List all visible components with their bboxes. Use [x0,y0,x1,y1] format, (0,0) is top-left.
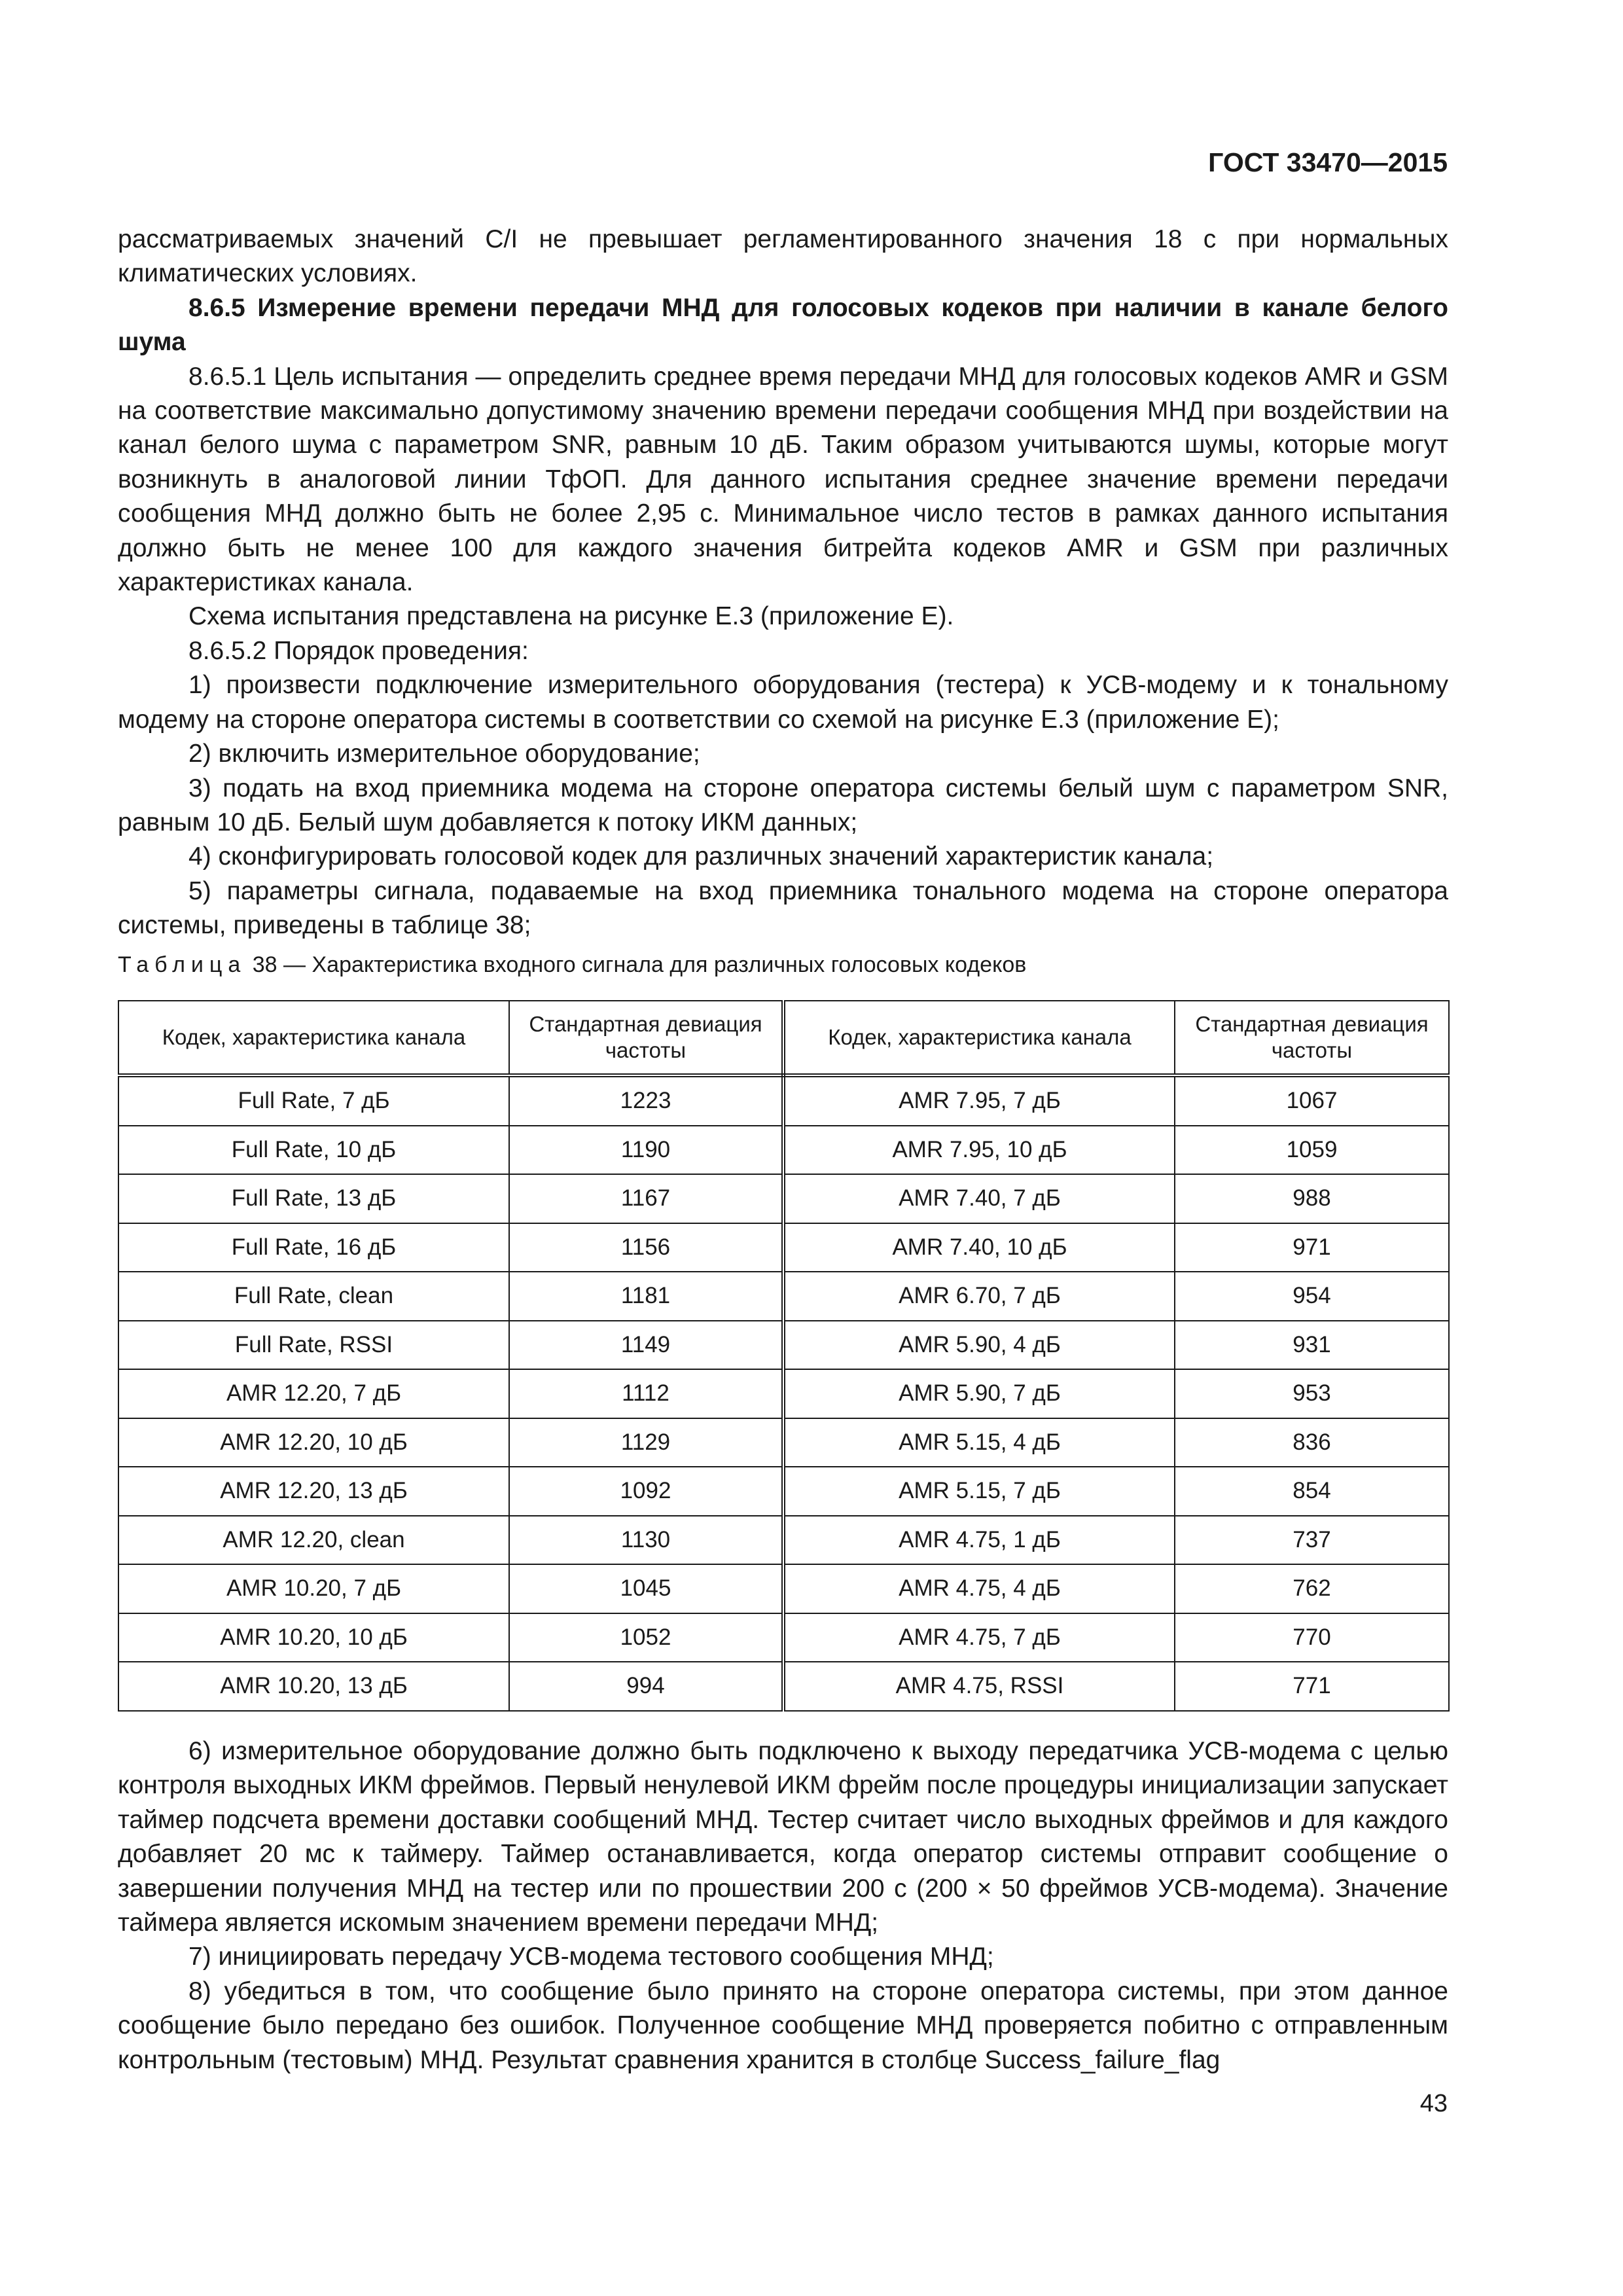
paragraph: Схема испытания представлена на рисунке Е.3 (приложение Е). [188,602,954,631]
section-heading: 8.6.5 Измерение времени передачи МНД для голосовых кодеков при наличии в канале белого шума [118,293,1448,357]
table-row [118,1564,1449,1613]
table-cell: Full Rate, clean [118,1272,509,1321]
list-item: 7) инициировать передачу УСВ-модема тестового сообщения МНД; [188,1943,994,1971]
table-cell: Full Rate, 16 дБ [118,1223,509,1272]
column-header: Кодек, характеристика канала [118,1001,509,1075]
table-cell: 953 [1175,1369,1449,1418]
table-cell: 954 [1175,1272,1449,1321]
table-cell: 1067 [1175,1075,1449,1126]
table-cell: 836 [1175,1418,1449,1467]
table-cell: 1149 [509,1321,783,1370]
table-row [118,1613,1449,1662]
table-cell: 1167 [509,1174,783,1223]
table-cell: 1129 [509,1418,783,1467]
table-cell: 1052 [509,1613,783,1662]
table-cell: 988 [1175,1174,1449,1223]
table-cell: 770 [1175,1613,1449,1662]
table-cell: 1181 [509,1272,783,1321]
table-cell: AMR 4.75, 4 дБ [783,1564,1175,1613]
paragraph: 8.6.5.1 Цель испытания — определить среднее время передачи МНД для голосовых кодеков AMR и GSM на соответствие максимально допустимому значению времени передачи сообщения МНД при воздействии на канал белого шума с параметром SNR, равным 10 дБ. Таким образом учитываются шумы, которые могут возникнуть в аналоговой линии ТфОП. Для данного испытания среднее значение времени передачи сообщения МНД должно быть не более 2,95 с. Минимальное число тестов в рамках данного испытания должно быть не менее 100 для каждого значения битрейта кодеков AMR и GSM при различных характеристиках канала. [118,362,1448,597]
table-cell: AMR 7.95, 7 дБ [783,1075,1175,1126]
list-item: 1) произвести подключение измерительного оборудования (тестера) к УСВ-модему и к тональному модему на стороне оператора системы в соответствии со схемой на рисунке Е.3 (приложение Е); [118,671,1448,734]
body-text-bottom [118,1734,1448,2077]
table-header-row [118,1001,1449,1075]
table-cell: AMR 4.75, 1 дБ [783,1516,1175,1565]
table-cell: AMR 6.70, 7 дБ [783,1272,1175,1321]
table-row [118,1223,1449,1272]
table-cell: Full Rate, 7 дБ [118,1075,509,1126]
list-item: 6) измерительное оборудование должно быть подключено к выходу передатчика УСВ-модема с целью контроля выходных ИКМ фреймов. Первый ненулевой ИКМ фрейм после процедуры инициализации запускает таймер подсчета времени доставки сообщений МНД. Тестер считает число выходных фреймов и для каждого добавляет 20 мс к таймеру. Таймер останавливается, когда оператор системы отправит сообщение о завершении получения МНД на тестер или по прошествии 200 с (200 × 50 фреймов УСВ-модема). Значение таймера является искомым значением времени передачи МНД; [118,1737,1448,1937]
paragraph: 8.6.5.2 Порядок проведения: [188,636,529,665]
table-cell: AMR 12.20, 13 дБ [118,1467,509,1516]
table-caption-text: 38 — Характеристика входного сигнала для различных голосовых кодеков [252,952,1027,977]
table-cell: 994 [509,1662,783,1711]
list-item: 5) параметры сигнала, подаваемые на вход приемника тонального модема на стороне оператора системы, приведены в таблице 38; [118,876,1448,940]
list-item: 8) убедиться в том, что сообщение было принято на стороне оператора системы, при этом данное сообщение было передано без ошибок. Полученное сообщение МНД проверяется побитно с отправленным контрольным (тестовым) МНД. Результат сравнения хранится в столбце Success_failure_flag [118,1977,1448,2074]
table-cell: AMR 7.95, 10 дБ [783,1126,1175,1175]
table-cell: AMR 5.15, 7 дБ [783,1467,1175,1516]
table-cell: 762 [1175,1564,1449,1613]
table-cell: 854 [1175,1467,1449,1516]
table-cell: AMR 10.20, 10 дБ [118,1613,509,1662]
table-cell: 1223 [509,1075,783,1126]
list-item: 3) подать на вход приемника модема на стороне оператора системы белый шум с параметром SNR, равным 10 дБ. Белый шум добавляется к потоку ИКМ данных; [118,774,1448,836]
table-cell: AMR 7.40, 10 дБ [783,1223,1175,1272]
list-item: 4) сконфигурировать голосовой кодек для различных значений характеристик канала; [188,842,1214,871]
table-row [118,1075,1449,1126]
table-cell: AMR 12.20, 7 дБ [118,1369,509,1418]
column-header: Кодек, характеристика канала [783,1001,1175,1075]
table-row [118,1174,1449,1223]
table-cell: 1112 [509,1369,783,1418]
table-row [118,1272,1449,1321]
table-cell: 1190 [509,1126,783,1175]
table-cell: 1059 [1175,1126,1449,1175]
table-cell: AMR 10.20, 7 дБ [118,1564,509,1613]
table-row [118,1418,1449,1467]
table-cell: 1156 [509,1223,783,1272]
table-row [118,1321,1449,1370]
table-cell: AMR 4.75, 7 дБ [783,1613,1175,1662]
table-cell: AMR 12.20, clean [118,1516,509,1565]
table-row [118,1662,1449,1711]
table-row [118,1516,1449,1565]
table-cell: AMR 5.90, 4 дБ [783,1321,1175,1370]
table-cell: 931 [1175,1321,1449,1370]
table-cell: AMR 5.90, 7 дБ [783,1369,1175,1418]
table-row [118,1369,1449,1418]
table-caption [118,948,1026,982]
table-caption-label: Таблица [118,952,247,977]
data-table [118,1000,1450,1712]
table-cell: AMR 12.20, 10 дБ [118,1418,509,1467]
table-row [118,1467,1449,1516]
table-cell: 971 [1175,1223,1449,1272]
table-cell: AMR 4.75, RSSI [783,1662,1175,1711]
table-cell: 737 [1175,1516,1449,1565]
document-id: ГОСТ 33470—2015 [1208,147,1448,177]
table-cell: Full Rate, 13 дБ [118,1174,509,1223]
column-header: Стандартная девиация частоты [509,1001,783,1075]
paragraph: рассматриваемых значений C/I не превышает регламентированного значения 18 с при нормальных климатических условиях. [118,225,1448,288]
column-header: Стандартная девиация частоты [1175,1001,1449,1075]
body-text-top [118,223,1448,943]
table-cell: 1130 [509,1516,783,1565]
table-cell: 1045 [509,1564,783,1613]
table-cell: AMR 5.15, 4 дБ [783,1418,1175,1467]
table-cell: Full Rate, RSSI [118,1321,509,1370]
table-cell: Full Rate, 10 дБ [118,1126,509,1175]
table-row [118,1126,1449,1175]
page-number: 43 [1419,2090,1448,2117]
list-item: 2) включить измерительное оборудование; [188,740,700,768]
table-cell: 771 [1175,1662,1449,1711]
table-cell: AMR 7.40, 7 дБ [783,1174,1175,1223]
table-cell: 1092 [509,1467,783,1516]
table-cell: AMR 10.20, 13 дБ [118,1662,509,1711]
